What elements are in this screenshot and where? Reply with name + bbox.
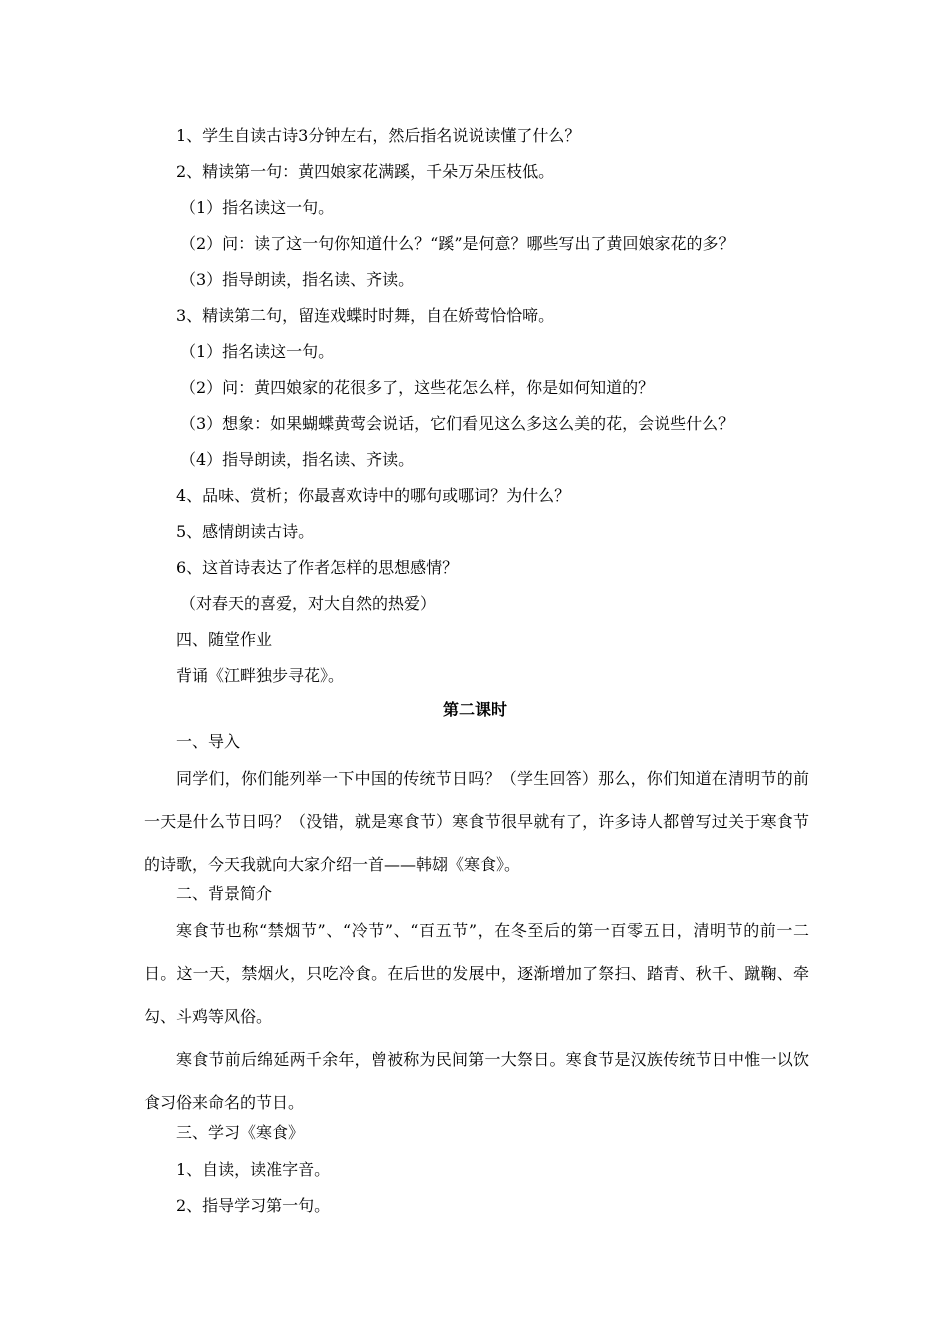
step-line: 6、这首诗表达了作者怎样的思想感情？	[176, 558, 459, 577]
substep-line: （1）指名读这一句。	[180, 198, 335, 217]
lesson-title: 第二课时	[442, 700, 507, 719]
substep-line: （1）指名读这一句。	[180, 342, 335, 361]
study-step-line: 1、自读，读准字音。	[176, 1160, 331, 1179]
step-line: 3、精读第二句，留连戏蝶时时舞，自在娇莺恰恰啼。	[176, 306, 555, 325]
step-line: 4、品味、赏析；你最喜欢诗中的哪句或哪词？为什么？	[176, 486, 571, 505]
section-heading: 四、随堂作业	[176, 630, 273, 649]
substep-line: （2）问：读了这一句你知道什么？“蹊”是何意？哪些写出了黄回娘家花的多？	[180, 234, 735, 253]
section-heading: 二、背景简介	[176, 884, 273, 903]
step-line: 5、感情朗读古诗。	[176, 522, 315, 541]
step-line: 2、精读第一句：黄四娘家花满蹊，千朵万朵压枝低。	[176, 162, 555, 181]
substep-line: （3）指导朗读，指名读、齐读。	[180, 270, 415, 289]
step-line: 1、学生自读古诗3分钟左右，然后指名说说读懂了什么？	[176, 126, 581, 145]
answer-line: （对春天的喜爱，对大自然的热爱）	[180, 594, 437, 613]
study-step-line: 2、指导学习第一句。	[176, 1196, 331, 1215]
substep-line: （2）问：黄四娘家的花很多了，这些花怎么样，你是如何知道的？	[180, 378, 655, 397]
intro-paragraph: 同学们，你们能列举一下中国的传统节日吗？（学生回答）那么，你们知道在清明节的前一天是什么节日吗？（没错，就是寒食节）寒食节很早就有了，许多诗人都曾写过关于寒食节的诗歌，今天我就向大家介绍一首——韩翃《寒食》。	[144, 769, 809, 874]
substep-line: （4）指导朗读，指名读、齐读。	[180, 450, 415, 469]
background-paragraph: 寒食节也称“禁烟节”、“冷节”、“百五节”，在冬至后的第一百零五日，清明节的前一二日。这一天，禁烟火，只吃冷食。在后世的发展中，逐渐增加了祭扫、踏青、秋千、蹴鞠、牵勾、斗鸡等风俗。	[144, 921, 809, 1026]
section-heading: 一、导入	[176, 732, 241, 751]
section-heading: 三、学习《寒食》	[176, 1123, 305, 1142]
homework-line: 背诵《江畔独步寻花》。	[176, 666, 345, 685]
background-paragraph: 寒食节前后绵延两千余年，曾被称为民间第一大祭日。寒食节是汉族传统节日中惟一以饮食习俗来命名的节日。	[144, 1050, 809, 1112]
substep-line: （3）想象：如果蝴蝶黄莺会说话，它们看见这么多这么美的花，会说些什么？	[180, 414, 735, 433]
